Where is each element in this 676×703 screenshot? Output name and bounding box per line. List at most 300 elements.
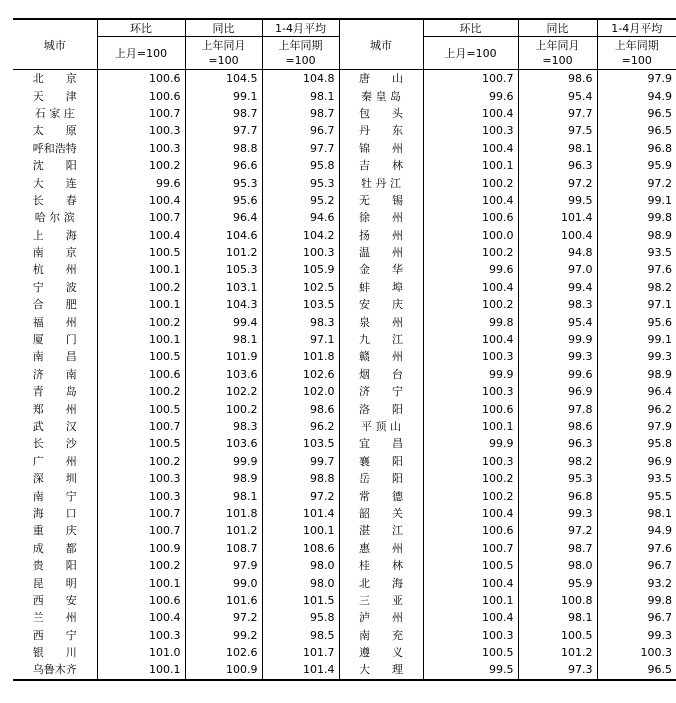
- left-mom-value: 100.6: [97, 366, 185, 383]
- left-ytd-value: 98.1: [262, 87, 339, 104]
- left-ytd-value: 103.5: [262, 435, 339, 452]
- right-yoy-value: 97.8: [518, 400, 597, 417]
- left-mom-value: 100.4: [97, 227, 185, 244]
- table-row: [13, 157, 676, 174]
- right-ytd-value: 97.2: [597, 174, 676, 191]
- price-index-table-container: [13, 18, 672, 681]
- left-ytd-value: 98.0: [262, 557, 339, 574]
- right-ytd-value: 99.1: [597, 192, 676, 209]
- table-row: [13, 313, 676, 330]
- right-city-name: 九 江: [359, 333, 403, 347]
- right-mom-value: 100.3: [423, 348, 518, 365]
- mom-base-right: 上月=100: [423, 37, 518, 70]
- right-ytd-value: 96.5: [597, 661, 676, 679]
- left-city-name: 厦 门: [32, 333, 77, 347]
- right-ytd-value: 95.5: [597, 487, 676, 504]
- right-mom-value: 100.4: [423, 505, 518, 522]
- table-row: [13, 227, 676, 244]
- right-yoy-value: 98.1: [518, 609, 597, 626]
- right-yoy-value: 100.8: [518, 592, 597, 609]
- left-ytd-value: 101.7: [262, 644, 339, 661]
- right-ytd-value: 95.9: [597, 157, 676, 174]
- left-mom-value: 100.4: [97, 192, 185, 209]
- right-yoy-value: 98.6: [518, 70, 597, 88]
- left-mom-value: 100.6: [97, 592, 185, 609]
- right-ytd-value: 100.3: [597, 644, 676, 661]
- right-city-name: 北 海: [359, 576, 403, 590]
- right-mom-value: 100.4: [423, 105, 518, 122]
- left-mom-value: 100.5: [97, 244, 185, 261]
- left-yoy-value: 97.7: [185, 122, 262, 139]
- right-mom-value: 100.2: [423, 174, 518, 191]
- left-mom-value: 100.2: [97, 279, 185, 296]
- right-ytd-value: 99.8: [597, 592, 676, 609]
- right-yoy-value: 97.2: [518, 174, 597, 191]
- left-yoy-value: 98.7: [185, 105, 262, 122]
- table-row: [13, 366, 676, 383]
- table-row: [13, 609, 676, 626]
- table-row: [13, 400, 676, 417]
- right-city-name: 大 理: [339, 661, 423, 679]
- table-row: [13, 592, 676, 609]
- right-mom-value: 99.5: [423, 661, 518, 679]
- right-yoy-value: 96.3: [518, 435, 597, 452]
- right-ytd-value: 99.8: [597, 209, 676, 226]
- left-city-name: 福 州: [32, 315, 77, 329]
- table-row: [13, 644, 676, 661]
- table-row: [13, 279, 676, 296]
- right-mom-value: 100.7: [423, 540, 518, 557]
- city-header-right: 城市: [339, 19, 423, 70]
- right-city-name: 无 锡: [359, 193, 403, 207]
- left-city-name: 银 川: [32, 646, 77, 660]
- right-city-name: 三 亚: [359, 593, 403, 607]
- left-ytd-value: 98.5: [262, 627, 339, 644]
- left-mom-value: 100.1: [97, 331, 185, 348]
- left-mom-value: 100.3: [97, 470, 185, 487]
- right-mom-value: 100.4: [423, 609, 518, 626]
- right-yoy-value: 95.4: [518, 313, 597, 330]
- right-ytd-value: 93.5: [597, 244, 676, 261]
- right-mom-value: 100.2: [423, 487, 518, 504]
- table-row: [13, 209, 676, 226]
- left-mom-value: 100.3: [97, 140, 185, 157]
- mom-header-left: 环比: [97, 19, 185, 37]
- left-mom-value: 100.5: [97, 400, 185, 417]
- right-ytd-value: 96.7: [597, 557, 676, 574]
- yoy-base-left-l2: =100: [208, 54, 239, 67]
- right-city-name: 秦 皇 岛: [361, 89, 401, 103]
- right-yoy-value: 94.8: [518, 244, 597, 261]
- right-ytd-value: 95.8: [597, 435, 676, 452]
- left-ytd-value: 101.4: [262, 661, 339, 679]
- right-mom-value: 100.3: [423, 383, 518, 400]
- right-ytd-value: 98.9: [597, 366, 676, 383]
- right-ytd-value: 96.5: [597, 122, 676, 139]
- right-ytd-value: 98.2: [597, 279, 676, 296]
- table-row: [13, 261, 676, 278]
- table-row: [13, 87, 676, 104]
- right-ytd-value: 96.4: [597, 383, 676, 400]
- right-ytd-value: 96.7: [597, 609, 676, 626]
- left-yoy-value: 102.6: [185, 644, 262, 661]
- ytd-base-right-l2: =100: [621, 54, 652, 67]
- left-city-name: 杭 州: [32, 263, 77, 277]
- left-ytd-value: 95.2: [262, 192, 339, 209]
- yoy-base-right-l2: =100: [542, 54, 573, 67]
- right-mom-value: 100.1: [423, 157, 518, 174]
- right-mom-value: 99.9: [423, 435, 518, 452]
- table-row: [13, 140, 676, 157]
- right-city-name: 平 顶 山: [361, 420, 401, 433]
- left-mom-value: 100.7: [97, 418, 185, 435]
- right-mom-value: 99.6: [423, 261, 518, 278]
- left-city-name: 长 沙: [32, 437, 77, 451]
- left-ytd-value: 95.3: [262, 174, 339, 191]
- left-yoy-value: 101.2: [185, 244, 262, 261]
- left-city-name: 石 家 庄: [34, 106, 75, 120]
- left-yoy-value: 103.6: [185, 435, 262, 452]
- left-city-name: 深 圳: [32, 472, 77, 486]
- left-mom-value: 100.7: [97, 505, 185, 522]
- right-ytd-value: 94.9: [597, 87, 676, 104]
- left-yoy-value: 98.9: [185, 470, 262, 487]
- right-mom-value: 100.5: [423, 644, 518, 661]
- left-ytd-value: 94.6: [262, 209, 339, 226]
- left-ytd-value: 104.8: [262, 70, 339, 88]
- left-city-name: 南 宁: [32, 489, 77, 503]
- left-yoy-value: 99.2: [185, 627, 262, 644]
- left-yoy-value: 100.2: [185, 400, 262, 417]
- ytd-base-right-l1: 上年同期: [614, 39, 659, 52]
- left-mom-value: 100.1: [97, 574, 185, 591]
- left-ytd-value: 101.5: [262, 592, 339, 609]
- left-mom-value: 100.5: [97, 435, 185, 452]
- right-yoy-value: 101.2: [518, 644, 597, 661]
- left-ytd-value: 98.0: [262, 574, 339, 591]
- left-ytd-value: 102.0: [262, 383, 339, 400]
- right-mom-value: 100.4: [423, 574, 518, 591]
- left-city-name: 成 都: [32, 541, 77, 555]
- yoy-header-right: 同比: [518, 19, 597, 37]
- left-ytd-value: 104.2: [262, 227, 339, 244]
- table-row: [13, 244, 676, 261]
- left-yoy-value: 98.1: [185, 487, 262, 504]
- right-city-name: 泉 州: [359, 315, 403, 329]
- right-yoy-value: 98.3: [518, 296, 597, 313]
- table-row: [13, 435, 676, 452]
- right-ytd-value: 97.6: [597, 261, 676, 278]
- left-city-name: 南 京: [32, 246, 77, 260]
- left-city-name: 宁 波: [32, 280, 77, 294]
- table-row: [13, 505, 676, 522]
- left-city-name: 兰 州: [32, 611, 77, 625]
- right-ytd-value: 94.9: [597, 522, 676, 539]
- mom-header-right: 环比: [423, 19, 518, 37]
- right-ytd-value: 97.6: [597, 540, 676, 557]
- right-ytd-value: 96.5: [597, 105, 676, 122]
- table-row: [13, 522, 676, 539]
- right-city-name: 金 华: [359, 263, 403, 277]
- right-city-name: 湛 江: [359, 524, 403, 538]
- ytd-base-left-l2: =100: [285, 54, 316, 67]
- right-mom-value: 100.3: [423, 122, 518, 139]
- left-ytd-value: 101.4: [262, 505, 339, 522]
- table-row: [13, 487, 676, 504]
- price-index-table: [13, 18, 676, 681]
- left-city-name: 天 津: [32, 89, 77, 103]
- right-mom-value: 100.7: [423, 70, 518, 88]
- right-mom-value: 100.1: [423, 592, 518, 609]
- left-yoy-value: 101.2: [185, 522, 262, 539]
- right-ytd-value: 99.1: [597, 331, 676, 348]
- left-yoy-value: 99.1: [185, 87, 262, 104]
- left-mom-value: 100.7: [97, 105, 185, 122]
- right-city-name: 韶 关: [359, 506, 403, 520]
- right-mom-value: 100.2: [423, 244, 518, 261]
- left-yoy-value: 99.4: [185, 313, 262, 330]
- right-ytd-value: 96.9: [597, 453, 676, 470]
- right-ytd-value: 93.5: [597, 470, 676, 487]
- ytd-header-right: 1-4月平均: [597, 19, 676, 37]
- right-yoy-value: 99.9: [518, 331, 597, 348]
- left-mom-value: 100.2: [97, 453, 185, 470]
- left-mom-value: 100.4: [97, 609, 185, 626]
- left-yoy-value: 96.6: [185, 157, 262, 174]
- right-yoy-value: 99.3: [518, 505, 597, 522]
- left-city-name: 大 连: [32, 176, 77, 190]
- ytd-base-right: [597, 37, 676, 70]
- right-yoy-value: 97.2: [518, 522, 597, 539]
- table-row: [13, 540, 676, 557]
- right-yoy-value: 98.6: [518, 418, 597, 435]
- right-ytd-value: 97.9: [597, 418, 676, 435]
- left-mom-value: 100.3: [97, 487, 185, 504]
- right-city-name: 烟 台: [359, 367, 403, 381]
- right-yoy-value: 96.9: [518, 383, 597, 400]
- left-mom-value: 100.2: [97, 157, 185, 174]
- left-city-name: 南 昌: [32, 350, 77, 364]
- city-header-left: 城市: [13, 19, 97, 70]
- left-yoy-value: 97.2: [185, 609, 262, 626]
- table-row: [13, 70, 676, 88]
- left-ytd-value: 100.3: [262, 244, 339, 261]
- yoy-base-left-l1: 上年同月: [201, 39, 246, 52]
- yoy-base-left: [185, 37, 262, 70]
- left-mom-value: 100.6: [97, 87, 185, 104]
- right-yoy-value: 97.0: [518, 261, 597, 278]
- left-yoy-value: 102.2: [185, 383, 262, 400]
- right-city-name: 温 州: [359, 246, 403, 260]
- right-mom-value: 100.3: [423, 627, 518, 644]
- left-ytd-value: 96.7: [262, 122, 339, 139]
- left-mom-value: 99.6: [97, 174, 185, 191]
- left-ytd-value: 103.5: [262, 296, 339, 313]
- right-city-name: 蚌 埠: [359, 280, 403, 294]
- left-yoy-value: 101.6: [185, 592, 262, 609]
- header-row-1: [13, 19, 676, 37]
- right-city-name: 唐 山: [359, 72, 403, 86]
- table-row: [13, 383, 676, 400]
- right-city-name: 岳 阳: [359, 472, 403, 486]
- right-yoy-value: 98.1: [518, 140, 597, 157]
- right-city-name: 吉 林: [359, 159, 403, 173]
- left-mom-value: 100.2: [97, 313, 185, 330]
- left-mom-value: 100.7: [97, 522, 185, 539]
- left-ytd-value: 98.7: [262, 105, 339, 122]
- right-city-name: 安 庆: [359, 298, 403, 312]
- left-city-name: 呼和浩特: [32, 141, 77, 155]
- left-yoy-value: 95.3: [185, 174, 262, 191]
- left-mom-value: 100.3: [97, 627, 185, 644]
- right-mom-value: 99.8: [423, 313, 518, 330]
- right-mom-value: 100.0: [423, 227, 518, 244]
- right-city-name: 常 德: [359, 489, 403, 503]
- left-yoy-value: 98.3: [185, 418, 262, 435]
- left-yoy-value: 105.3: [185, 261, 262, 278]
- right-yoy-value: 99.4: [518, 279, 597, 296]
- left-ytd-value: 95.8: [262, 609, 339, 626]
- left-mom-value: 101.0: [97, 644, 185, 661]
- table-row: [13, 574, 676, 591]
- right-mom-value: 100.3: [423, 453, 518, 470]
- left-ytd-value: 108.6: [262, 540, 339, 557]
- right-yoy-value: 97.7: [518, 105, 597, 122]
- right-ytd-value: 97.1: [597, 296, 676, 313]
- right-mom-value: 100.1: [423, 418, 518, 435]
- ytd-base-left: [262, 37, 339, 70]
- right-ytd-value: 96.8: [597, 140, 676, 157]
- right-ytd-value: 97.9: [597, 70, 676, 88]
- left-yoy-value: 108.7: [185, 540, 262, 557]
- right-yoy-value: 100.4: [518, 227, 597, 244]
- left-yoy-value: 98.1: [185, 331, 262, 348]
- left-mom-value: 100.1: [97, 661, 185, 679]
- table-row: [13, 453, 676, 470]
- right-city-name: 宜 昌: [359, 437, 403, 451]
- left-yoy-value: 97.9: [185, 557, 262, 574]
- left-city-name: 太 原: [32, 124, 77, 138]
- table-row: [13, 192, 676, 209]
- left-yoy-value: 95.6: [185, 192, 262, 209]
- left-yoy-value: 104.6: [185, 227, 262, 244]
- table-row: [13, 331, 676, 348]
- right-yoy-value: 95.9: [518, 574, 597, 591]
- left-ytd-value: 101.8: [262, 348, 339, 365]
- left-mom-value: 100.2: [97, 383, 185, 400]
- left-yoy-value: 103.1: [185, 279, 262, 296]
- right-yoy-value: 97.3: [518, 661, 597, 679]
- right-yoy-value: 99.5: [518, 192, 597, 209]
- right-mom-value: 100.4: [423, 279, 518, 296]
- left-mom-value: 100.2: [97, 557, 185, 574]
- right-yoy-value: 100.5: [518, 627, 597, 644]
- table-row: [13, 174, 676, 191]
- right-city-name: 锦 州: [359, 141, 403, 155]
- right-yoy-value: 99.6: [518, 366, 597, 383]
- right-ytd-value: 93.2: [597, 574, 676, 591]
- right-yoy-value: 96.8: [518, 487, 597, 504]
- left-city-name: 重 庆: [32, 524, 77, 538]
- left-ytd-value: 105.9: [262, 261, 339, 278]
- left-mom-value: 100.9: [97, 540, 185, 557]
- table-row: [13, 418, 676, 435]
- right-mom-value: 100.2: [423, 470, 518, 487]
- left-yoy-value: 101.9: [185, 348, 262, 365]
- right-yoy-value: 98.2: [518, 453, 597, 470]
- left-mom-value: 100.1: [97, 296, 185, 313]
- ytd-header-left: 1-4月平均: [262, 19, 339, 37]
- left-city-name: 乌鲁木齐: [13, 661, 97, 679]
- right-city-name: 包 头: [359, 106, 403, 120]
- right-city-name: 丹 东: [359, 124, 403, 138]
- table-body: [13, 70, 676, 680]
- table-row: [13, 661, 676, 679]
- left-ytd-value: 95.8: [262, 157, 339, 174]
- left-city-name: 昆 明: [32, 576, 77, 590]
- left-city-name: 西 安: [32, 593, 77, 607]
- left-mom-value: 100.3: [97, 122, 185, 139]
- right-yoy-value: 97.5: [518, 122, 597, 139]
- table-row: [13, 470, 676, 487]
- right-city-name: 牡 丹 江: [361, 176, 401, 190]
- right-yoy-value: 96.3: [518, 157, 597, 174]
- right-city-name: 南 充: [359, 628, 403, 642]
- left-city-name: 海 口: [32, 506, 77, 520]
- left-ytd-value: 102.5: [262, 279, 339, 296]
- left-city-name: 西 宁: [32, 628, 77, 642]
- right-mom-value: 100.4: [423, 192, 518, 209]
- table-row: [13, 627, 676, 644]
- yoy-base-right-l1: 上年同月: [535, 39, 580, 52]
- left-city-name: 济 南: [32, 367, 77, 381]
- right-city-name: 惠 州: [359, 541, 403, 555]
- right-ytd-value: 99.3: [597, 348, 676, 365]
- left-yoy-value: 96.4: [185, 209, 262, 226]
- yoy-base-right: [518, 37, 597, 70]
- left-mom-value: 100.6: [97, 70, 185, 88]
- left-ytd-value: 98.8: [262, 470, 339, 487]
- right-ytd-value: 96.2: [597, 400, 676, 417]
- left-city-name: 武 汉: [32, 420, 77, 433]
- table-row: [13, 296, 676, 313]
- left-city-name: 长 春: [32, 193, 77, 207]
- left-ytd-value: 102.6: [262, 366, 339, 383]
- right-ytd-value: 99.3: [597, 627, 676, 644]
- right-mom-value: 100.2: [423, 296, 518, 313]
- right-yoy-value: 95.4: [518, 87, 597, 104]
- right-yoy-value: 95.3: [518, 470, 597, 487]
- right-city-name: 徐 州: [359, 211, 403, 225]
- left-yoy-value: 100.9: [185, 661, 262, 679]
- right-city-name: 济 宁: [359, 385, 403, 399]
- left-city-name: 北 京: [32, 72, 77, 86]
- right-mom-value: 100.5: [423, 557, 518, 574]
- left-ytd-value: 97.7: [262, 140, 339, 157]
- left-city-name: 郑 州: [32, 402, 77, 416]
- left-city-name: 青 岛: [32, 385, 77, 399]
- left-mom-value: 100.1: [97, 261, 185, 278]
- left-ytd-value: 99.7: [262, 453, 339, 470]
- left-yoy-value: 104.3: [185, 296, 262, 313]
- left-yoy-value: 98.8: [185, 140, 262, 157]
- right-ytd-value: 98.1: [597, 505, 676, 522]
- right-yoy-value: 98.7: [518, 540, 597, 557]
- left-ytd-value: 98.3: [262, 313, 339, 330]
- left-yoy-value: 99.0: [185, 574, 262, 591]
- table-row: [13, 122, 676, 139]
- yoy-header-left: 同比: [185, 19, 262, 37]
